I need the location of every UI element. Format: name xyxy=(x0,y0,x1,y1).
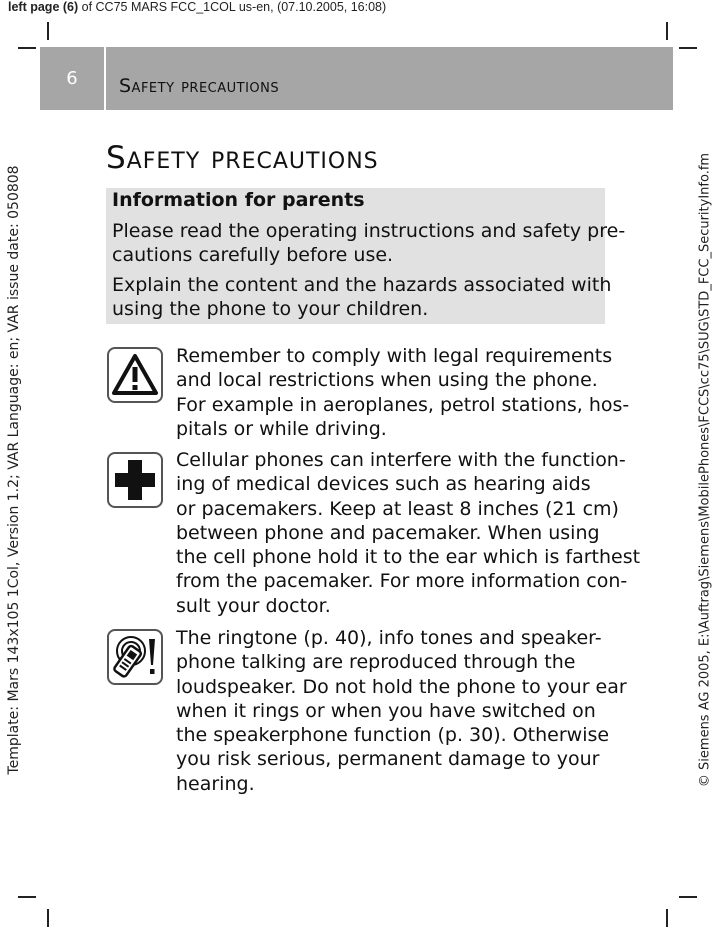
text-line: loudspeaker. Do not hold the phone to your ear xyxy=(176,675,627,698)
text-line: or pacemakers. Keep at least 8 inches (21 cm) xyxy=(176,497,619,520)
print-job-page: left page (6) xyxy=(8,0,79,14)
parents-info-box xyxy=(106,188,626,324)
crop-mark xyxy=(666,22,668,40)
text-line: For example in aeroplanes, petrol stations, hos- xyxy=(176,393,630,416)
info-box-heading: Information for parents xyxy=(112,189,365,211)
print-job-info xyxy=(8,0,386,14)
template-info-text: Template: Mars 143x105 1Col, Version 1.2; VAR Language: en; VAR issue date: 050808 xyxy=(6,165,22,775)
text-line: Please read the operating instructions and safety pre- xyxy=(112,220,626,242)
text-line: and local restrictions when using the phone. xyxy=(176,369,598,392)
info-paragraph xyxy=(112,219,626,267)
text-line: phone talking are reproduced through the xyxy=(176,651,576,674)
print-job-details: of CC75 MARS FCC_1COL us-en, (07.10.2005, 16:08) xyxy=(78,0,387,14)
text-line: between phone and pacemaker. When using xyxy=(176,521,600,544)
notice-medical-devices xyxy=(176,448,641,618)
running-header xyxy=(40,47,673,110)
crop-mark xyxy=(18,896,36,898)
crop-mark xyxy=(47,909,49,927)
medical-cross-icon xyxy=(107,452,163,508)
text-line: the cell phone hold it to the ear which is farthest xyxy=(176,546,641,569)
notice-hearing-damage xyxy=(176,626,627,796)
info-paragraph xyxy=(112,273,612,321)
section-title: Safety precautions xyxy=(106,140,379,176)
crop-mark xyxy=(666,909,668,927)
crop-mark xyxy=(679,47,697,49)
header-divider xyxy=(104,47,106,110)
crop-mark xyxy=(47,22,49,40)
text-line: Remember to comply with legal requirements xyxy=(176,345,613,367)
text-line: ing of medical devices such as hearing aids xyxy=(176,473,591,496)
copyright-path-text: © Siemens AG 2005, E:\Auftrag\Siemens\MobilePhones\FCCS\cc75\SUG\STD_FCC_SecurityInfo.fm xyxy=(697,152,713,788)
warning-triangle-icon xyxy=(107,347,163,403)
text-line: the speakerphone function (p. 30). Otherwise xyxy=(176,724,610,747)
text-line: when it rings or when you have switched on xyxy=(176,699,596,722)
text-line: Explain the content and the hazards associated with xyxy=(112,274,612,296)
crop-mark xyxy=(18,47,36,49)
text-line: sult your doctor. xyxy=(176,594,331,617)
text-line: from the pacemaker. For more information con- xyxy=(176,570,628,593)
notice-legal-requirements xyxy=(176,344,630,441)
loudspeaker-warning-icon xyxy=(107,629,163,685)
text-line: you risk serious, permanent damage to your xyxy=(176,748,600,771)
text-line: using the phone to your children. xyxy=(112,298,429,320)
text-line: Cellular phones can interfere with the function- xyxy=(176,449,626,471)
text-line: hearing. xyxy=(176,772,255,795)
text-line: cautions carefully before use. xyxy=(112,244,394,266)
running-header-title: Safety precautions xyxy=(119,75,280,97)
page-number: 6 xyxy=(66,68,78,89)
text-line: The ringtone (p. 40), info tones and speaker- xyxy=(176,627,602,649)
crop-mark xyxy=(679,896,697,898)
text-line: pitals or while driving. xyxy=(176,417,387,440)
